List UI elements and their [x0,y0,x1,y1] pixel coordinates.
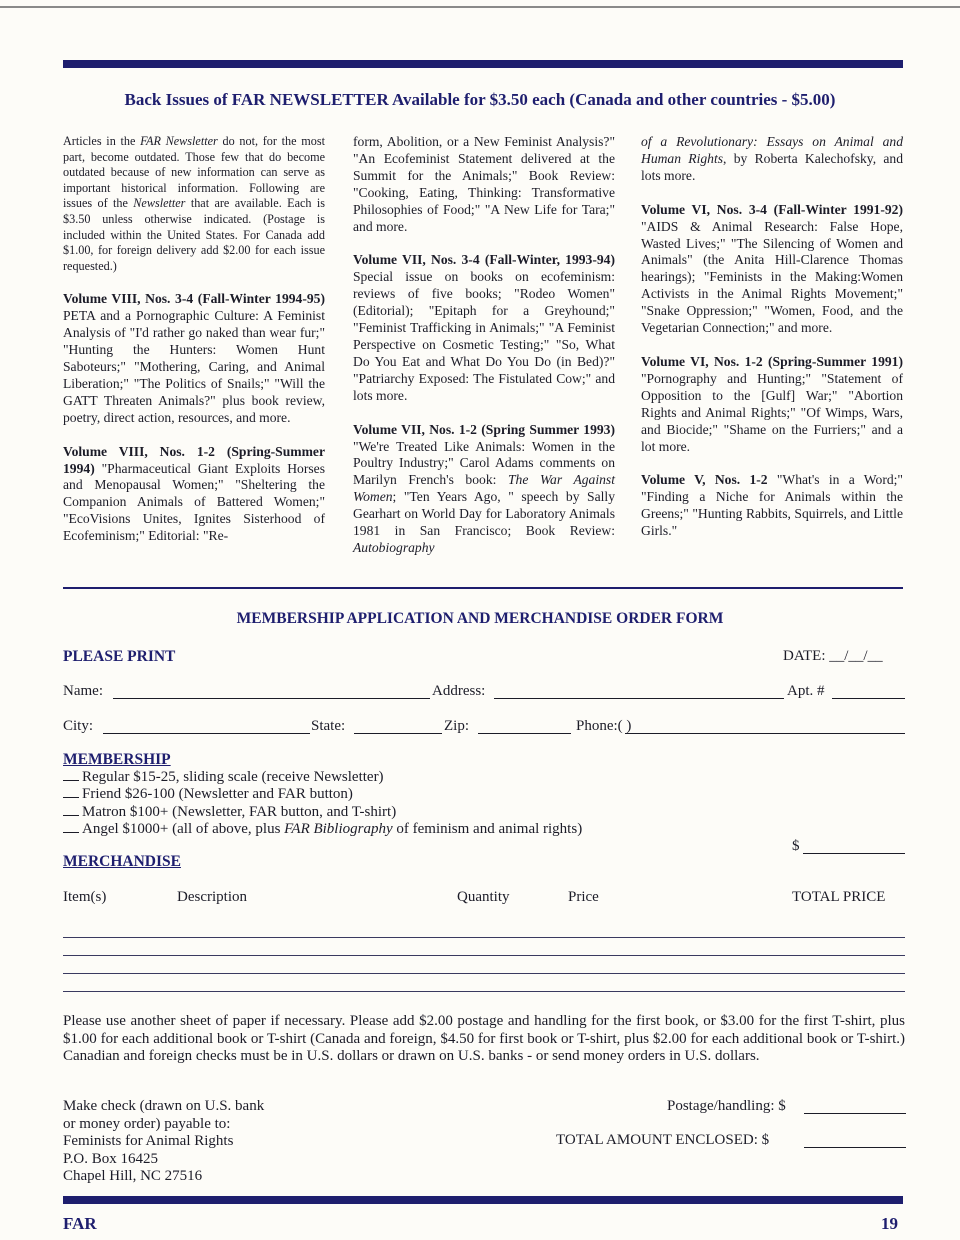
address-field[interactable] [494,698,784,699]
merchandise-heading: MERCHANDISE [63,853,181,870]
membership-option-angel[interactable]: Angel $1000+ (all of above, plus FAR Bibliography of feminism and animal rights) [63,821,582,838]
checkbox-blank[interactable] [63,780,79,781]
order-form-title: MEMBERSHIP APPLICATION AND MERCHANDISE ORDER FORM [236,610,724,627]
address-line: Feminists for Animal Rights [63,1133,234,1149]
issue-vol8-1-2: Volume VIII, Nos. 1-2 (Spring-Summer 1994) "Pharmaceutical Giant Exploits Horses and Menopausal Women;" "Sheltering the Companion Animals of Battered Women;" "EcoVisions Unites, Ignites Sisterhood of Ecofeminism;" Editorial: "Re- [63,443,325,544]
issue-vol5-1-2: Volume V, Nos. 1-2 "What's in a Word;" "Finding a Niche for Animals within the Greens;" "Hunting Rabbits, Squirrels, and Little Girls." [641,472,903,539]
issue-vol6-3-4: Volume VI, Nos. 3-4 (Fall-Winter 1991-92) "AIDS & Animal Research: False Hope, Wasted Lives;" "The Silencing of Women and Animals" (the Anita Hill-Clarence Thomas hearings); "Feminists in the Making:Women Activists in the Animal Rights Movement;" "Snake Oppression;" "Women, Food, and the Vegetarian Connection;" and more. [641,201,903,336]
column-total-price: TOTAL PRICE [792,889,886,905]
footer-far: FAR [63,1214,97,1233]
back-issues-heading: Back Issues of FAR NEWSLETTER Available for $3.50 each (Canada and other countries - $5.00) [124,90,836,109]
city-label: City: [63,718,94,734]
state-field[interactable] [354,733,442,734]
column-3 [641,134,903,557]
city-field[interactable] [103,733,310,734]
scan-edge-line [0,6,960,8]
address-line: Make check (drawn on U.S. bank [63,1098,265,1114]
checkbox-blank[interactable] [63,832,79,833]
column-description: Description [177,889,247,905]
order-line[interactable] [63,955,905,956]
mailing-address [63,1098,264,1186]
membership-option-matron[interactable]: Matron $100+ (Newsletter, FAR button, and T-shirt) [63,804,396,821]
checkbox-blank[interactable] [63,815,79,816]
order-line[interactable] [63,991,905,992]
issue-vol8-3-4: Volume VIII, Nos. 3-4 (Fall-Winter 1994-95) PETA and a Pornographic Culture: A Feminist Analysis of "I'd rather go naked than wear fur;" "Hunting the Hunters: Women Hunt Saboteurs;" "Mothering, Caring, and Animal Liberation;" "The Politics of Snails;" "Will the GATT Threaten Animals?" plus book review, poetry, direct action, resources, and more. [63,291,325,425]
membership-option-friend[interactable]: Friend $26-100 (Newsletter and FAR button) [63,786,353,803]
page-number: 19 [881,1214,898,1233]
address-line: P.O. Box 16425 [63,1150,159,1167]
membership-heading: MEMBERSHIP [63,751,171,768]
date-field[interactable]: DATE: __/__/__ [783,648,883,664]
name-label: Name: [63,683,103,699]
postage-label: Postage/handling: $ [667,1098,786,1114]
top-rule [63,60,903,68]
membership-option-regular[interactable]: Regular $15-25, sliding scale (receive Newsletter) [63,769,384,786]
postage-field[interactable] [804,1113,906,1114]
please-print-label: PLEASE PRINT [63,648,176,665]
membership-dollar-label: $ [792,838,800,854]
order-line[interactable] [63,937,905,938]
column-2 [353,134,615,574]
apt-field[interactable] [832,698,905,699]
address-line: Chapel Hill, NC 27516 [63,1168,203,1184]
zip-label: Zip: [444,718,469,734]
issue-vol7-1-2: Volume VII, Nos. 1-2 (Spring Summer 1993) "We're Treated Like Animals: Women in the Poultry Industry;" Carol Adams comments on Marilyn French's book: The War Against Women; "Ten Years Ago, " speech by Sally Gearhart on World Day for Laboratory Animals 1981 in San Francisco; Book Review: Autobiography [353,421,615,555]
total-enclosed-label: TOTAL AMOUNT ENCLOSED: $ [556,1132,770,1148]
zip-field[interactable] [478,733,571,734]
issue-vol7-1-2-cont: of a Revolutionary: Essays on Animal and Human Rights, by Roberta Kalechofsky, and lots more. [641,134,903,183]
section-rule [63,587,903,589]
address-label: Address: [432,683,486,699]
column-1 [63,134,325,562]
checkbox-blank[interactable] [63,797,79,798]
column-quantity: Quantity [457,889,510,905]
back-issues-columns [63,134,905,576]
state-label: State: [311,718,346,734]
column-items: Item(s) [63,889,107,905]
order-line[interactable] [63,973,905,974]
intro-paragraph: Articles in the FAR Newsletter do not, for the most part, become outdated. Those few that do become outdated because of new information can serve as important historical information. Following are issues of the Newsletter that are available. Each is $3.50 unless otherwise indicated. (Postage is included within the United States. For Canada add $1.00, for foreign delivery add $2.00 for each issue requested.) [63,134,325,273]
address-line: or money order) payable to: [63,1115,231,1132]
column-price: Price [568,889,599,905]
phone-label: Phone:( ) [576,718,632,734]
total-enclosed-field[interactable] [804,1147,906,1148]
apt-label: Apt. # [787,683,825,699]
phone-field[interactable] [625,733,905,734]
issue-vol8-1-2-cont: form, Abolition, or a New Feminist Analysis?" "An Ecofeminist Statement delivered at the Summit for the Animals;" Book Review: "Cooking, Eating, Thinking: Transformative Philosophies of Food;" "A New Life for Tara;" and more. [353,134,615,234]
issue-vol6-1-2: Volume VI, Nos. 1-2 (Spring-Summer 1991) "Pornography and Hunting;" "Statement of Opposition to the [Gulf] War;" "Abortion Rights and Animal Rights;" "Of Wimps, Wars, and Biocide;" "Shame on the Furriers;" and a lot more. [641,353,903,454]
bottom-rule [63,1196,903,1204]
issue-vol7-3-4: Volume VII, Nos. 3-4 (Fall-Winter, 1993-94) Special issue on books on ecofeminism: reviews of five books; "Rodeo Women" (Editorial); "Epitaph for a Greyhound;" "Feminist Trafficking in Animals;" "A Feminist Perspective on Cosmetic Testing;" "So, What Do You Eat and What Do You Do (in Bed)?" "Patriarchy Exposed: The Fistulated Cow;" and lots more. [353,252,615,403]
postage-note: Please use another sheet of paper if necessary. Please add $2.00 postage and handling for the first book, or $3.00 for the first T-shirt, plus $1.00 for each additional book or T-shirt (Canada and foreign, $4.50 for first book or T-shirt, plus $2.00 for each additional book or T-shirt.) Canadian and foreign checks must be in U.S. dollars or drawn on U.S. banks - or send money orders in U.S. dollars. [63,1013,905,1064]
name-field[interactable] [113,698,430,699]
membership-amount-field[interactable] [803,853,905,854]
